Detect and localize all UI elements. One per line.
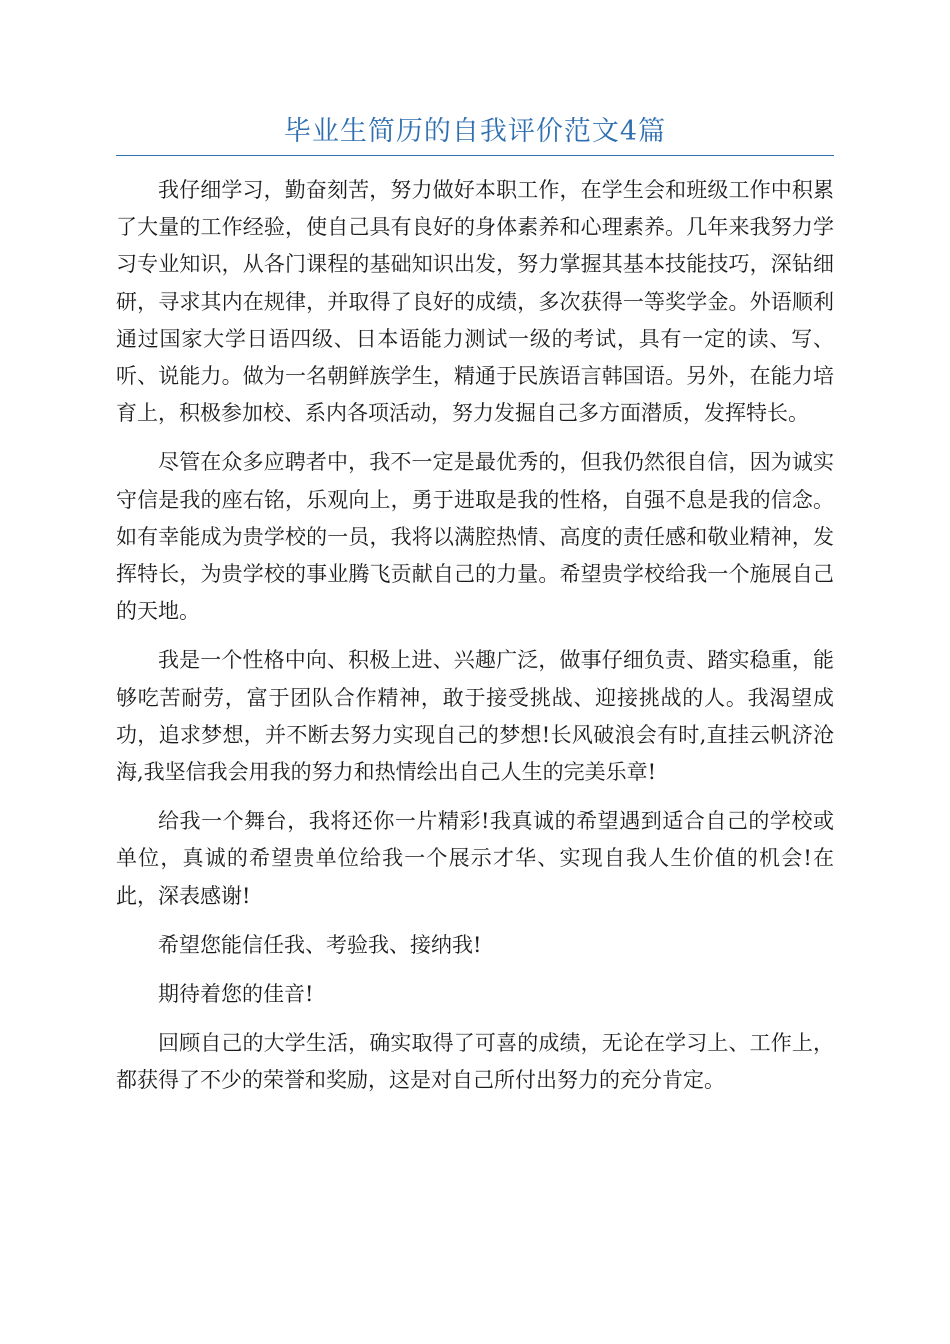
document-body [116, 172, 834, 1112]
title-underline [116, 155, 834, 156]
document-title: 毕业生简历的自我评价范文4篇 [283, 116, 667, 147]
paragraph: 我是一个性格中向、积极上进、兴趣广泛，做事仔细负责、踏实稳重，能够吃苦耐劳，富于团队合作精神，敢于接受挑战、迎接挑战的人。我渴望成功，追求梦想，并不断去努力实现自己的梦想!长风破浪会有时,直挂云帆济沧海,我坚信我会用我的努力和热情绘出自己人生的完美乐章! [116, 648, 834, 785]
paragraph: 回顾自己的大学生活，确实取得了可喜的成绩，无论在学习上、工作上，都获得了不少的荣誉和奖励，这是对自己所付出努力的充分肯定。 [116, 1031, 834, 1093]
paragraph: 尽管在众多应聘者中，我不一定是最优秀的，但我仍然很自信，因为诚实守信是我的座右铭，乐观向上，勇于进取是我的性格，自强不息是我的信念。如有幸能成为贵学校的一员，我将以满腔热情、高度的责任感和敬业精神，发挥特长，为贵学校的事业腾飞贡献自己的力量。希望贵学校给我一个施展自己的天地。 [116, 450, 834, 624]
paragraph: 期待着您的佳音! [158, 982, 314, 1007]
paragraph: 我仔细学习，勤奋刻苦，努力做好本职工作，在学生会和班级工作中积累了大量的工作经验，使自己具有良好的身体素养和心理素养。几年来我努力学习专业知识，从各门课程的基础知识出发，努力掌握其基本技能技巧，深钻细研，寻求其内在规律，并取得了良好的成绩，多次获得一等奖学金。外语顺利通过国家大学日语四级、日本语能力测试一级的考试，具有一定的读、写、听、说能力。做为一名朝鲜族学生，精通于民族语言韩国语。另外，在能力培育上，积极参加校、系内各项活动，努力发掘自己多方面潜质，发挥特长。 [116, 178, 834, 426]
paragraph: 给我一个舞台，我将还你一片精彩!我真诚的希望遇到适合自己的学校或单位，真诚的希望贵单位给我一个展示才华、实现自我人生价值的机会!在此，深表感谢! [116, 809, 834, 908]
paragraph: 希望您能信任我、考验我、接纳我! [158, 932, 482, 957]
